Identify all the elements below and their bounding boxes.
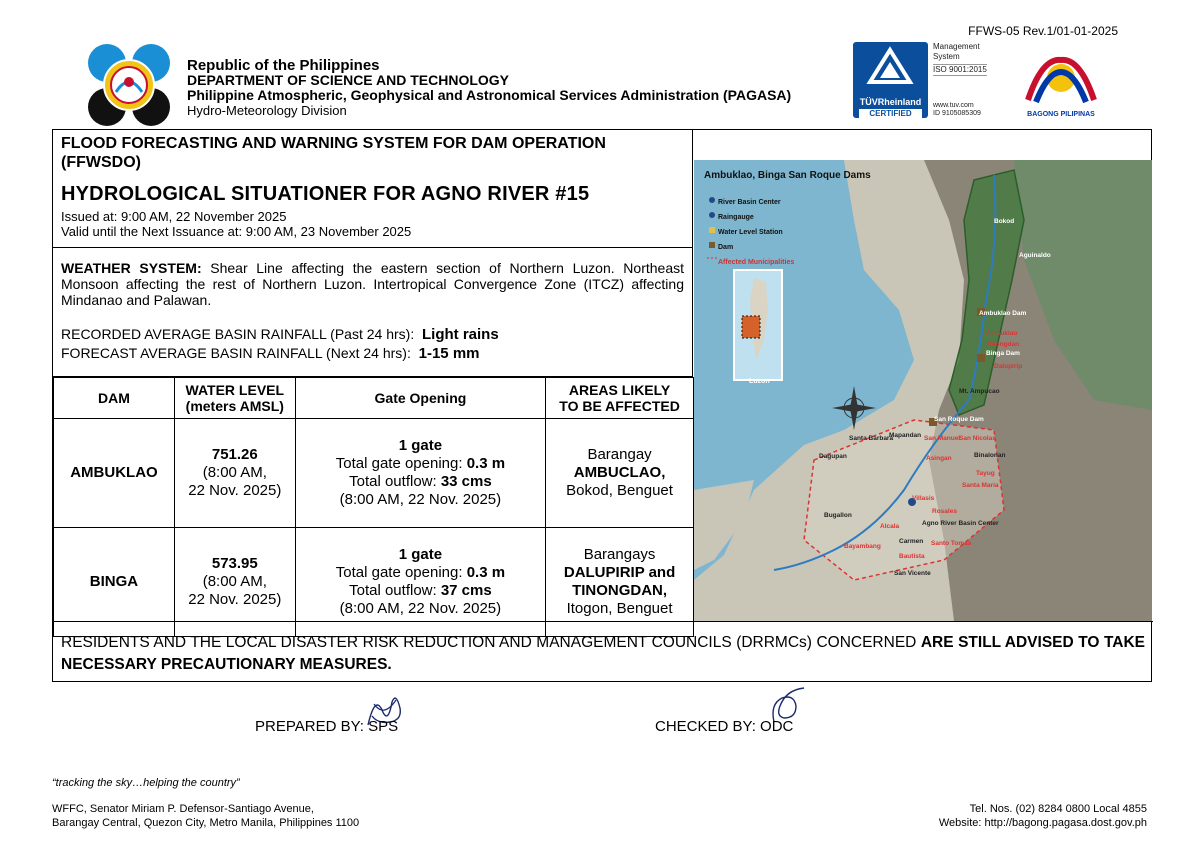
- inset-label: Luzon: [749, 378, 770, 385]
- address-line-1: WFFC, Senator Miriam P. Defensor-Santiago Avenue,: [52, 803, 314, 815]
- opening-value: 0.3 m: [466, 455, 506, 472]
- tuv-id: ID 9105085309: [933, 110, 981, 117]
- tagline: “tracking the sky…helping the country”: [52, 777, 240, 789]
- advisory-emphasis: ARE STILL ADVISED TO TAKE NECESSARY PRECAUTIONARY MEASURES.: [61, 634, 1145, 673]
- legend-basin-center: River Basin Center: [718, 199, 781, 206]
- gate-time: (8:00 AM, 22 Nov. 2025): [339, 491, 502, 508]
- recorded-label: RECORDED AVERAGE BASIN RAINFALL (Past 24 hrs):: [61, 326, 415, 342]
- area-bold: DALUPIRIP and: [563, 564, 676, 581]
- header-areas: [546, 378, 694, 419]
- place-san-vicente: San Vicente: [894, 570, 931, 577]
- header-water-level-1: WATER LEVEL: [185, 382, 285, 398]
- situationer-title: HYDROLOGICAL SITUATIONER FOR AGNO RIVER #15: [61, 183, 590, 205]
- division-line: Hydro-Meteorology Division: [187, 103, 347, 118]
- area-prefix: Barangays: [583, 546, 656, 563]
- header-water-level: [174, 378, 295, 419]
- level-date: 22 Nov. 2025): [188, 591, 282, 608]
- level-date: 22 Nov. 2025): [188, 482, 282, 499]
- legend-water-level: Water Level Station: [718, 229, 783, 236]
- tuv-triangle-icon: [853, 42, 928, 92]
- water-level: [174, 419, 295, 528]
- place-binga-dam: Binga Dam: [986, 350, 1020, 357]
- forecast-label: FORECAST AVERAGE BASIN RAINFALL (Next 24 hrs):: [61, 345, 411, 361]
- dam-name: AMBUKLAO: [54, 419, 175, 528]
- header-gate: Gate Opening: [295, 378, 545, 419]
- header-areas-1: AREAS LIKELY: [568, 382, 671, 398]
- legend-affected: Affected Municipalities: [718, 259, 795, 266]
- situationer-box: [52, 129, 1152, 682]
- area-bold: AMBUCLAO,: [573, 464, 666, 481]
- tuv-brand: TÜVRheinland: [859, 97, 922, 107]
- place-san-roque-dam: San Roque Dam: [934, 416, 984, 423]
- address: [52, 802, 359, 830]
- outflow-label: Total outflow:: [349, 473, 437, 490]
- place-bautista: Bautista: [899, 553, 925, 560]
- opening-value: 0.3 m: [466, 564, 506, 581]
- recorded-value: Light rains: [422, 326, 499, 343]
- tuv-mgmt: Management: [933, 42, 980, 51]
- department-line: DEPARTMENT OF SCIENCE AND TECHNOLOGY: [187, 72, 510, 88]
- level-time: (8:00 AM,: [202, 573, 267, 590]
- place-alcala: Alcala: [880, 523, 900, 530]
- telephone: Tel. Nos. (02) 8284 0800 Local 4855: [969, 803, 1147, 815]
- place-ambuklao-dam: Ambuklao Dam: [979, 310, 1027, 317]
- weather-system: [61, 260, 684, 308]
- place-binalonan: Binalonan: [974, 452, 1006, 459]
- issued-at: Issued at: 9:00 AM, 22 November 2025: [61, 209, 287, 224]
- place-ambuklao: Ambuklao: [986, 330, 1018, 337]
- area-suffix: Bokod, Benguet: [566, 482, 673, 499]
- contact: [939, 802, 1147, 830]
- dam-name: BINGA: [54, 528, 175, 637]
- place-san-manuel: San Manuel: [924, 435, 961, 442]
- affected-areas: [546, 419, 694, 528]
- place-dagupan: Dagupan: [819, 453, 847, 460]
- valid-until: Valid until the Next Issuance at: 9:00 AM, 23 November 2025: [61, 224, 412, 239]
- address-line-2: Barangay Central, Quezon City, Metro Manila, Philippines 1100: [52, 817, 360, 829]
- opening-label: Total gate opening:: [335, 455, 463, 472]
- place-bugallon: Bugallon: [824, 512, 852, 519]
- forecast-value: 1-15 mm: [418, 345, 480, 362]
- gate-count: 1 gate: [398, 437, 443, 454]
- area-suffix: Itogon, Benguet: [566, 600, 673, 617]
- place-santa-maria: Santa Maria: [962, 482, 999, 489]
- place-villasis: Villasis: [912, 495, 935, 502]
- place-dalupirip: Dalupirip: [994, 363, 1023, 370]
- outflow-label: Total outflow:: [349, 582, 437, 599]
- table-row: [54, 419, 694, 528]
- opening-label: Total gate opening:: [335, 564, 463, 581]
- place-agno-center: Agno River Basin Center: [922, 520, 999, 527]
- title-cell: [53, 130, 693, 248]
- system-title: FLOOD FORECASTING AND WARNING SYSTEM FOR DAM OPERATION (FFWSDO): [61, 135, 606, 171]
- basin-map: [694, 160, 1152, 621]
- gate-opening: [295, 419, 545, 528]
- place-aguinaldo: Aguinaldo: [1019, 252, 1051, 259]
- level-value: 573.95: [211, 555, 258, 572]
- area-bold-2: TINONGDAN,: [572, 582, 668, 599]
- gate-count: 1 gate: [398, 546, 443, 563]
- legend-dam: Dam: [718, 244, 734, 251]
- website-link[interactable]: Website: http://bagong.pagasa.dost.gov.ph: [938, 817, 1147, 829]
- level-value: 751.26: [211, 446, 258, 463]
- document-reference: FFWS-05 Rev.1/01-01-2025: [968, 24, 1118, 38]
- checked-by: CHECKED BY: ODC: [655, 718, 794, 735]
- place-tinongdan: Tinongdan: [986, 341, 1020, 348]
- header-areas-2: TO BE AFFECTED: [559, 398, 680, 414]
- place-mapandan: Mapandan: [889, 432, 922, 439]
- tuv-url: www.tuv.com: [933, 102, 974, 109]
- place-tayug: Tayug: [976, 470, 995, 477]
- weather-cell: [53, 248, 693, 377]
- advisory-text: RESIDENTS AND THE LOCAL DISASTER RISK REDUCTION AND MANAGEMENT COUNCILS (DRRMCs) CONCERNED: [61, 634, 921, 651]
- outflow-value: 33 cms: [440, 473, 492, 490]
- tuv-certification-badge: [853, 42, 1003, 118]
- place-asingan: Asingan: [926, 455, 952, 462]
- prepared-by: PREPARED BY: SPS: [255, 718, 399, 735]
- tuv-iso: ISO 9001:2015: [933, 65, 987, 74]
- map-legend: [718, 195, 794, 270]
- recorded-rainfall: [61, 325, 684, 344]
- header-water-level-2: (meters AMSL): [185, 398, 284, 414]
- level-time: (8:00 AM,: [202, 464, 267, 481]
- place-carmen: Carmen: [899, 538, 924, 545]
- tuv-certified: CERTIFIED: [859, 109, 922, 118]
- map-title: Ambuklao, Binga San Roque Dams: [704, 170, 871, 181]
- weather-label: WEATHER SYSTEM:: [61, 260, 202, 276]
- place-bokod: Bokod: [994, 218, 1015, 225]
- gate-time: (8:00 AM, 22 Nov. 2025): [339, 600, 502, 617]
- tuv-system: System: [933, 52, 960, 61]
- weather-text: Shear Line affecting the eastern section of Northern Luzon. Northeast Monsoon affecting the rest of Northern Luzon. Intertropical Convergence Zone (ITCZ) affecting Mindanao and Palawan.: [61, 260, 684, 308]
- dam-table: [53, 377, 694, 637]
- table-header-row: [54, 378, 694, 419]
- legend-raingauge: Raingauge: [718, 214, 754, 221]
- agency-line: Philippine Atmospheric, Geophysical and Astronomical Services Administration (PAGASA): [187, 87, 792, 103]
- republic-line: Republic of the Philippines: [187, 57, 380, 74]
- place-bayambang: Bayambang: [844, 543, 881, 550]
- advisory: [53, 621, 1153, 683]
- bagong-pilipinas-emblem-icon: [1022, 48, 1100, 106]
- header-dam: DAM: [54, 378, 175, 419]
- bagong-pilipinas-text: BAGONG PILIPINAS: [1027, 111, 1095, 118]
- bagong-pilipinas-logo: [1022, 48, 1100, 120]
- area-prefix: Barangay: [587, 446, 652, 463]
- forecast-rainfall: [61, 344, 684, 363]
- place-santo-tomas: Santo Tomas: [931, 540, 972, 547]
- pagasa-logo: [86, 42, 172, 128]
- agency-header: [187, 58, 791, 118]
- place-mt-ampucao: Mt. Ampucao: [959, 388, 1000, 395]
- outflow-value: 37 cms: [440, 582, 492, 599]
- place-santa-barbara: Santa Barbara: [849, 435, 894, 442]
- place-san-nicolas: San Nicolas: [959, 435, 996, 442]
- place-rosales: Rosales: [932, 508, 957, 515]
